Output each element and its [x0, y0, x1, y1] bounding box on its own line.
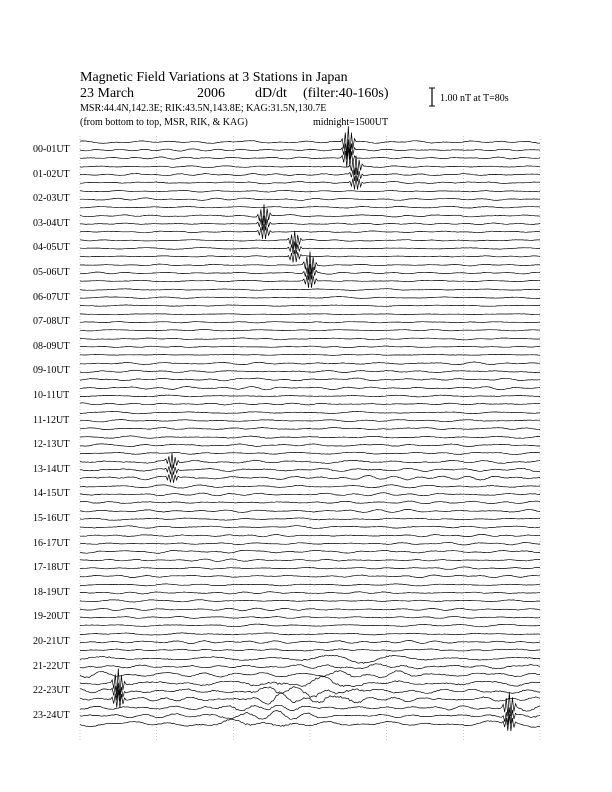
trace-kag-12-13ut [80, 436, 540, 439]
chart-component: dD/dt [255, 86, 287, 101]
row-label: 16-17UT [33, 537, 70, 549]
trace-kag-15-16ut [80, 509, 540, 512]
trace-kag-18-19ut [80, 584, 540, 586]
trace-kag-05-06ut [80, 252, 540, 275]
row-label: 20-21UT [33, 636, 70, 647]
row-label: 06-07UT [33, 291, 70, 303]
trace-msr-23-24ut [80, 714, 540, 731]
trace-msr-05-06ut [80, 272, 540, 288]
row-label: 12-13UT [33, 439, 70, 451]
row-label: 00-01UT [33, 144, 70, 155]
trace-rik-10-11ut [80, 395, 540, 397]
trace-msr-16-17ut [80, 550, 540, 553]
trace-rik-02-03ut [80, 198, 540, 201]
row-label: 14-15UT [33, 488, 70, 500]
row-label: 17-18UT [33, 562, 70, 574]
row-label: 02-03UT [33, 193, 70, 205]
row-label: 23-24UT [33, 709, 70, 721]
trace-kag-04-05ut [80, 231, 540, 249]
chart-filter: (filter:40-160s) [303, 86, 389, 101]
chart-title: Magnetic Field Variations at 3 Stations in Japan [80, 70, 348, 85]
scale-label: 1.00 nT at T=80s [440, 93, 509, 104]
row-label: 11-12UT [33, 414, 70, 426]
trace-msr-09-10ut [80, 378, 540, 381]
trace-kag-06-07ut [80, 289, 540, 291]
trace-rik-23-24ut [80, 707, 540, 725]
station-coordinates: MSR:44.4N,142.3E; RIK:43.5N,143.8E; KAG:31.5N,130.7E [80, 103, 327, 114]
trace-kag-16-17ut [80, 534, 540, 537]
row-label: 22-23UT [33, 685, 70, 697]
trace-msr-02-03ut [80, 206, 540, 208]
station-order-note: (from bottom to top, MSR, RIK, & KAG) [80, 117, 248, 128]
trace-msr-07-08ut [80, 329, 540, 331]
row-label: 01-02UT [33, 168, 70, 180]
trace-kag-11-12ut [80, 411, 540, 413]
trace-kag-08-09ut [80, 338, 540, 340]
trace-kag-00-01ut [80, 126, 540, 155]
row-label: 19-20UT [33, 611, 70, 623]
row-label: 08-09UT [33, 340, 70, 352]
trace-msr-14-15ut [80, 501, 540, 504]
midnight-note: midnight=1500UT [313, 117, 389, 128]
row-label: 15-16UT [33, 513, 70, 524]
row-label: 18-19UT [33, 586, 70, 598]
chart-year: 2006 [197, 86, 225, 101]
row-label: 07-08UT [33, 316, 70, 328]
trace-kag-21-22ut [80, 655, 540, 663]
row-label: 03-04UT [33, 217, 70, 229]
trace-msr-06-07ut [80, 305, 540, 306]
trace-rik-15-16ut [80, 518, 540, 521]
row-label: 05-06UT [33, 267, 70, 278]
row-label: 09-10UT [33, 365, 70, 377]
chart-date: 23 March [80, 86, 135, 101]
row-label: 13-14UT [33, 463, 70, 475]
trace-kag-20-21ut [80, 633, 540, 635]
trace-kag-07-08ut [80, 314, 540, 315]
row-label: 04-05UT [33, 242, 70, 254]
row-label: 21-22UT [33, 660, 70, 672]
row-label: 10-11UT [33, 390, 70, 401]
